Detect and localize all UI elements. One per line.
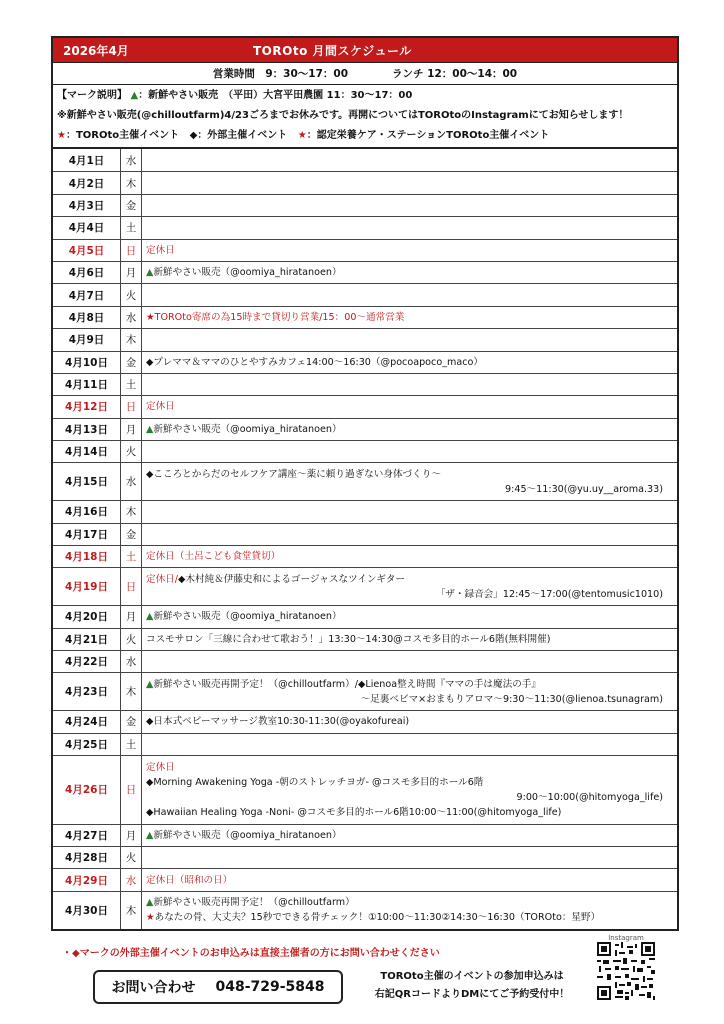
row-weekday: 金	[121, 195, 142, 216]
row-events	[142, 606, 677, 627]
row-date: 4月26日	[53, 756, 121, 824]
row-date: 4月13日	[53, 419, 121, 440]
event-line	[146, 775, 673, 790]
qr-code-icon	[594, 942, 658, 1000]
triangle-icon: ▲	[130, 90, 139, 101]
row-date: 4月24日	[53, 711, 121, 732]
mark-description	[57, 86, 673, 106]
row-weekday: 土	[121, 374, 142, 395]
signup-line-1: TOROto主催のイベントの参加申込みは	[380, 971, 564, 982]
signup-note	[356, 968, 588, 1004]
event-line	[146, 873, 673, 888]
schedule-row	[53, 523, 677, 545]
event-text: こころとからだのセルフケア講座〜薬に頼り過ぎない身体づくり〜	[153, 468, 441, 480]
instagram-qr[interactable]	[594, 934, 658, 1000]
schedule-row	[53, 846, 677, 868]
row-weekday: 火	[121, 284, 142, 305]
row-date: 4月21日	[53, 629, 121, 650]
row-events	[142, 195, 677, 216]
event-line	[146, 609, 673, 624]
event-text: 新鮮やさい販売再開予定！（@chilloutfarm）/◆Lienoa整え時間『ママの手は魔法の手』	[153, 678, 541, 690]
row-date: 4月28日	[53, 847, 121, 868]
event-line	[146, 422, 673, 437]
triangle-icon: ▲	[146, 897, 154, 909]
event-text: 新鮮やさい販売（@oomiya_hiratanoen）	[153, 611, 342, 623]
mark-label: 【マーク説明】	[57, 90, 127, 101]
schedule-row	[53, 239, 677, 261]
schedule-row	[53, 755, 677, 824]
signup-line-2: 右記QRコードよりDMにてご予約受付中！	[374, 989, 570, 1000]
schedule-row	[53, 418, 677, 440]
row-weekday: 水	[121, 463, 142, 500]
schedule-row	[53, 868, 677, 890]
triangle-icon: ▲	[146, 267, 154, 279]
row-weekday: 金	[121, 524, 142, 545]
event-line	[146, 790, 673, 805]
legend-notes	[53, 85, 677, 149]
row-date: 4月16日	[53, 501, 121, 522]
event-line	[146, 714, 673, 729]
row-events	[142, 546, 677, 567]
row-events	[142, 501, 677, 522]
row-date: 4月5日	[53, 240, 121, 261]
event-text: TOROto寄席の為15時まで貸切り営業/15：00〜通常営業	[154, 311, 405, 323]
row-weekday: 土	[121, 546, 142, 567]
row-weekday: 木	[121, 501, 142, 522]
row-date: 4月20日	[53, 606, 121, 627]
month-label: 2026年4月	[63, 43, 129, 58]
schedule-row	[53, 283, 677, 305]
event-line	[146, 549, 673, 564]
row-weekday: 木	[121, 892, 142, 929]
row-weekday: 水	[121, 149, 142, 171]
row-events	[142, 396, 677, 417]
row-weekday: 火	[121, 847, 142, 868]
event-text: 定休日/	[146, 573, 179, 585]
event-line	[146, 310, 673, 325]
row-weekday: 金	[121, 352, 142, 373]
event-text: 定休日（土呂こども食堂貸切）	[146, 551, 281, 563]
schedule-row	[53, 462, 677, 500]
row-events	[142, 825, 677, 846]
star-icon: ★	[146, 311, 155, 323]
schedule-row	[53, 328, 677, 350]
schedule-row	[53, 500, 677, 522]
schedule-row	[53, 194, 677, 216]
qr-label: Instagram	[608, 934, 644, 942]
event-text: Morning Awakening Yoga -朝のストレッチヨガ- @コスモ多目的ホール6階	[153, 776, 484, 788]
star-icon: ★	[57, 130, 66, 141]
triangle-icon: ▲	[146, 423, 154, 435]
contact-label: お問い合わせ	[111, 980, 196, 996]
row-events	[142, 262, 677, 283]
event-text: 新鮮やさい販売（@oomiya_hiratanoen）	[153, 267, 342, 279]
row-weekday: 月	[121, 262, 142, 283]
row-events	[142, 869, 677, 890]
row-events	[142, 441, 677, 462]
event-line	[146, 828, 673, 843]
event-text: 定休日	[146, 761, 175, 773]
event-line	[146, 895, 673, 910]
row-events	[142, 673, 677, 710]
schedule-sheet	[51, 36, 679, 931]
triangle-icon: ▲	[146, 829, 154, 841]
schedule-row	[53, 216, 677, 238]
diamond-icon: ◆	[146, 468, 154, 480]
row-events	[142, 711, 677, 732]
schedule-row	[53, 824, 677, 846]
schedule-row	[53, 395, 677, 417]
schedule-table	[53, 149, 677, 929]
legend-star-text: ：TOROto主催イベント	[65, 130, 180, 141]
row-events	[142, 329, 677, 350]
legend-star2-text: ：認定栄養ケア・ステーションTOROto主催イベント	[306, 130, 550, 141]
event-text: 定休日（昭和の日）	[146, 874, 233, 886]
row-weekday: 日	[121, 396, 142, 417]
schedule-row	[53, 261, 677, 283]
legend-line	[57, 126, 673, 146]
row-date: 4月29日	[53, 869, 121, 890]
row-date: 4月3日	[53, 195, 121, 216]
event-line	[146, 805, 673, 820]
schedule-row	[53, 650, 677, 672]
event-text: あなたの骨、大丈夫？15秒でできる骨チェック！①10:00〜11:30②14:30〜16:30（TOROto：星野）	[154, 912, 601, 924]
row-date: 4月7日	[53, 284, 121, 305]
event-text: 日本式ベビーマッサージ教室10:30-11:30(@oyakofureai)	[153, 716, 410, 728]
row-events	[142, 734, 677, 755]
lunch-hours-text: ランチ 12：00〜14：00	[392, 68, 518, 80]
diamond-icon: ◆	[146, 356, 154, 368]
schedule-row	[53, 373, 677, 395]
mark-text: ：新鮮やさい販売 （平田）大宮平田農園 11：30〜17：00	[138, 90, 413, 101]
row-date: 4月18日	[53, 546, 121, 567]
contact-box	[93, 970, 343, 1004]
row-weekday: 土	[121, 734, 142, 755]
row-date: 4月27日	[53, 825, 121, 846]
row-weekday: 木	[121, 329, 142, 350]
row-date: 4月23日	[53, 673, 121, 710]
row-events	[142, 240, 677, 261]
event-line	[146, 632, 673, 647]
title-bar	[53, 38, 677, 63]
event-line	[146, 355, 673, 370]
diamond-icon: ◆	[146, 716, 154, 728]
event-text: 9:45〜11:30(@yu.uy__aroma.33)	[505, 483, 663, 495]
schedule-row	[53, 171, 677, 193]
row-weekday: 火	[121, 441, 142, 462]
event-text: 9:00〜10:00(@hitomyoga_life)	[516, 791, 663, 803]
row-date: 4月14日	[53, 441, 121, 462]
row-date: 4月6日	[53, 262, 121, 283]
row-weekday: 月	[121, 419, 142, 440]
row-events	[142, 374, 677, 395]
row-date: 4月19日	[53, 568, 121, 605]
row-events	[142, 892, 677, 929]
row-date: 4月9日	[53, 329, 121, 350]
row-events	[142, 756, 677, 824]
event-text: 定休日	[146, 244, 175, 256]
schedule-row	[53, 628, 677, 650]
row-events	[142, 217, 677, 238]
row-events	[142, 463, 677, 500]
contact-phone[interactable]: 048-729-5848	[215, 979, 325, 995]
schedule-row	[53, 306, 677, 328]
row-date: 4月4日	[53, 217, 121, 238]
event-text: コスモサロン「三線に合わせて歌おう！」13:30〜14:30@コスモ多目的ホール6階(無料開催)	[146, 633, 551, 645]
row-events	[142, 307, 677, 328]
row-date: 4月10日	[53, 352, 121, 373]
row-weekday: 日	[121, 568, 142, 605]
row-date: 4月25日	[53, 734, 121, 755]
row-date: 4月15日	[53, 463, 121, 500]
row-events	[142, 149, 677, 171]
event-line	[146, 692, 673, 707]
row-weekday: 火	[121, 629, 142, 650]
row-weekday: 木	[121, 673, 142, 710]
diamond-icon: ◆	[178, 573, 186, 585]
row-weekday: 土	[121, 217, 142, 238]
event-line	[146, 677, 673, 692]
row-events	[142, 284, 677, 305]
row-events	[142, 629, 677, 650]
row-events	[142, 419, 677, 440]
schedule-row	[53, 605, 677, 627]
star-icon: ★	[146, 912, 155, 924]
event-line	[146, 910, 673, 925]
row-date: 4月2日	[53, 172, 121, 193]
schedule-row	[53, 440, 677, 462]
event-text: 「ザ・録音会」12:45〜17:00(@tentomusic1010)	[435, 588, 663, 600]
row-events	[142, 172, 677, 193]
schedule-row	[53, 710, 677, 732]
row-date: 4月22日	[53, 651, 121, 672]
row-weekday: 日	[121, 756, 142, 824]
row-weekday: 金	[121, 711, 142, 732]
row-weekday: 木	[121, 172, 142, 193]
event-text: Hawaiian Healing Yoga -Noni- @コスモ多目的ホール6階10:00〜11:00(@hitomyoga_life)	[153, 806, 562, 818]
row-date: 4月17日	[53, 524, 121, 545]
row-weekday: 水	[121, 307, 142, 328]
event-line	[146, 587, 673, 602]
page-title: TOROto 月間スケジュール	[253, 43, 412, 58]
diamond-icon: ◆	[146, 776, 154, 788]
event-line	[146, 482, 673, 497]
row-date: 4月12日	[53, 396, 121, 417]
diamond-icon: ◆	[146, 806, 154, 818]
row-weekday: 日	[121, 240, 142, 261]
row-date: 4月30日	[53, 892, 121, 929]
event-line	[146, 760, 673, 775]
event-text: 新鮮やさい販売（@oomiya_hiratanoen）	[153, 423, 342, 435]
star-icon: ★	[297, 130, 307, 141]
schedule-row	[53, 733, 677, 755]
schedule-row	[53, 545, 677, 567]
business-hours	[53, 63, 677, 85]
diamond-icon: ◆	[189, 130, 198, 141]
event-text: 木村純＆伊藤史和によるゴージャスなツインギター	[185, 573, 406, 585]
schedule-row	[53, 672, 677, 710]
event-text: 新鮮やさい販売再開予定！（@chilloutfarm）	[153, 897, 355, 909]
legend-diamond-text: ：外部主催イベント	[197, 130, 288, 141]
triangle-icon: ▲	[146, 611, 154, 623]
row-date: 4月11日	[53, 374, 121, 395]
schedule-row	[53, 567, 677, 605]
event-line	[146, 467, 673, 482]
row-events	[142, 524, 677, 545]
event-line	[146, 265, 673, 280]
event-line	[146, 572, 673, 587]
row-events	[142, 568, 677, 605]
row-weekday: 水	[121, 869, 142, 890]
schedule-row	[53, 891, 677, 929]
event-text: 〜足裏ベビマ×おまもりアロマ〜9:30〜11:30(@lienoa.tsunagram)	[360, 693, 663, 705]
event-text: 新鮮やさい販売（@oomiya_hiratanoen）	[153, 829, 342, 841]
event-line	[146, 399, 673, 414]
business-hours-text: 営業時間 9：30〜17：00	[212, 68, 349, 80]
event-text: プレママ＆ママのひとやすみカフェ14:00〜16:30（@pocoapoco_maco）	[153, 356, 483, 368]
schedule-row	[53, 149, 677, 171]
row-events	[142, 352, 677, 373]
notice-line: ※新鮮やさい販売(@chilloutfarm)4/23ごろまでお休みです。再開についてはTOROtoのInstagramにてお知らせします！	[57, 110, 629, 121]
row-weekday: 月	[121, 825, 142, 846]
footer-note: ・◆マークの外部主催イベントのお申込みは直接主催者の方にお問い合わせください	[62, 948, 440, 959]
row-date: 4月1日	[53, 149, 121, 171]
row-events	[142, 847, 677, 868]
row-events	[142, 651, 677, 672]
row-date: 4月8日	[53, 307, 121, 328]
row-weekday: 水	[121, 651, 142, 672]
event-line	[146, 243, 673, 258]
event-text: 定休日	[146, 401, 175, 413]
triangle-icon: ▲	[146, 678, 154, 690]
schedule-row	[53, 351, 677, 373]
row-weekday: 月	[121, 606, 142, 627]
